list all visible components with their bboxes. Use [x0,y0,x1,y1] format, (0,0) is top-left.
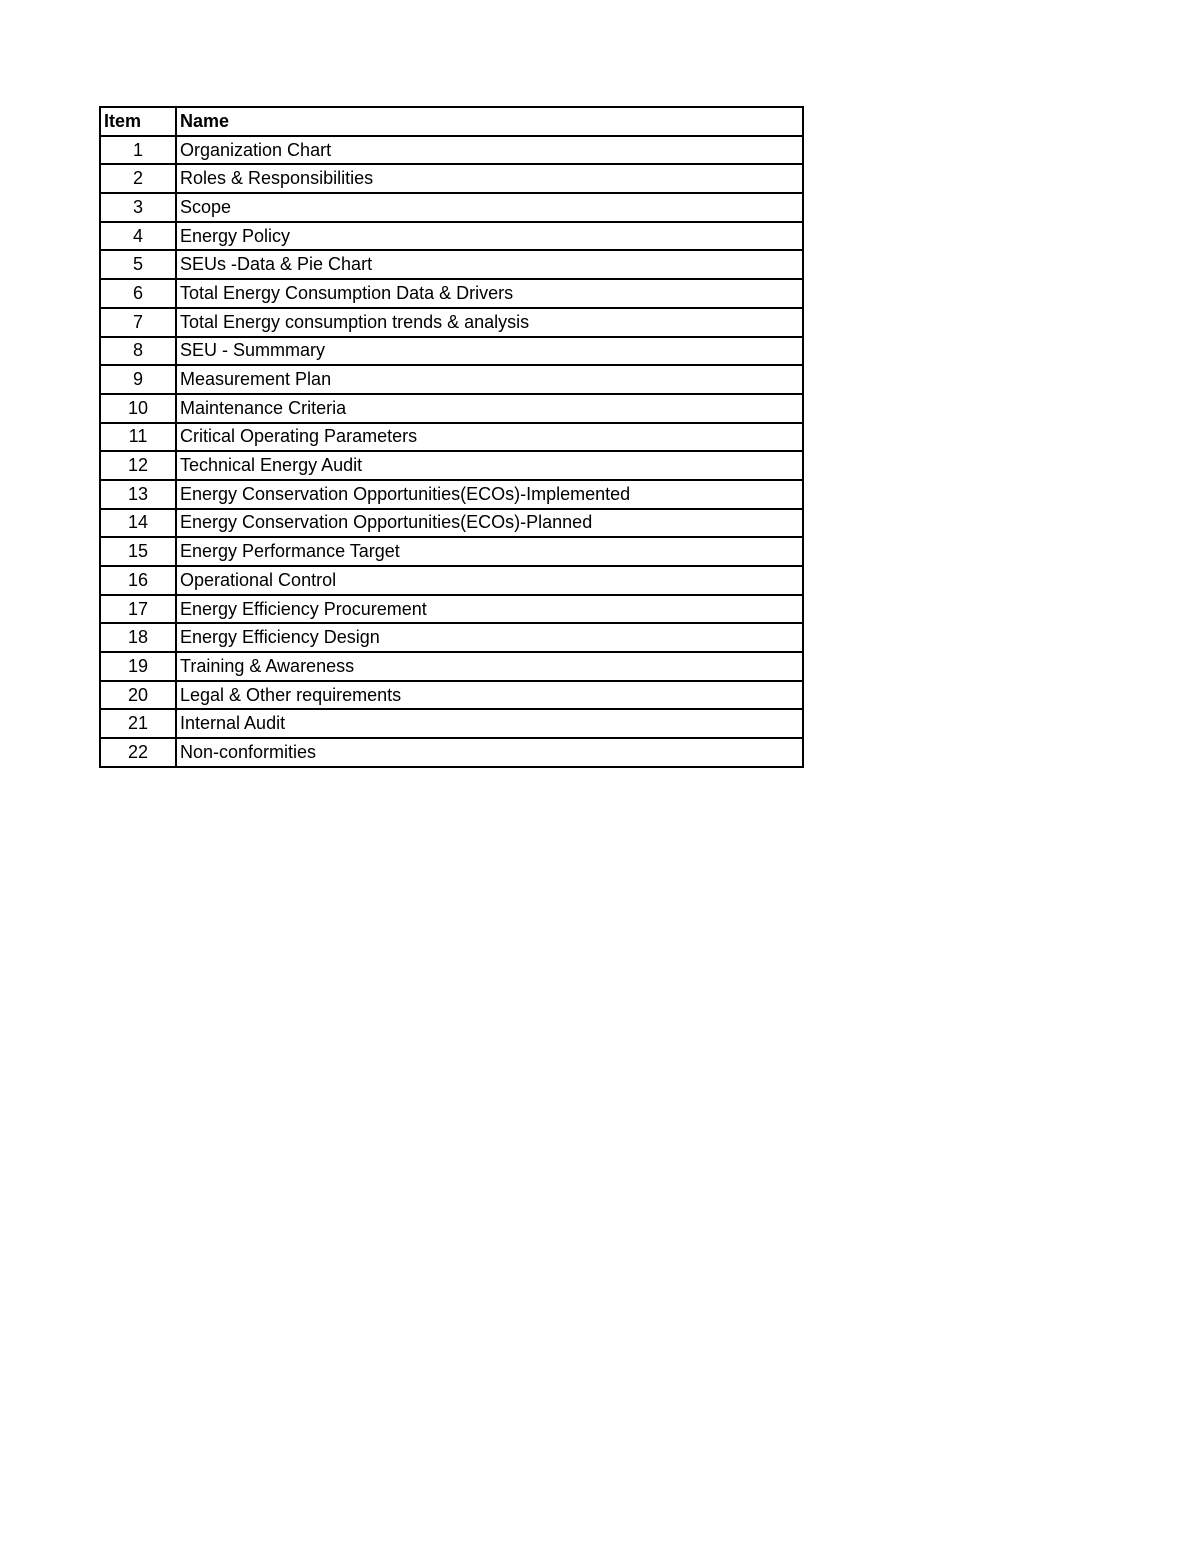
item-name-cell: Maintenance Criteria [176,394,803,423]
table-row [100,136,803,165]
item-number-cell: 21 [100,709,176,738]
table-row [100,537,803,566]
item-name-cell: Non-conformities [176,738,803,767]
item-number-cell: 1 [100,136,176,165]
table-row [100,509,803,538]
item-number-cell: 11 [100,423,176,452]
table-body [100,136,803,767]
item-number-cell: 12 [100,451,176,480]
table-row [100,623,803,652]
table-row [100,394,803,423]
item-name-cell: Internal Audit [176,709,803,738]
table-row [100,423,803,452]
item-name-cell: SEUs -Data & Pie Chart [176,250,803,279]
table-row [100,279,803,308]
item-number-cell: 9 [100,365,176,394]
item-number-cell: 8 [100,337,176,366]
table-row [100,451,803,480]
item-name-cell: Total Energy consumption trends & analysis [176,308,803,337]
item-name-cell: Energy Policy [176,222,803,251]
item-number-cell: 16 [100,566,176,595]
table-row [100,365,803,394]
table-row [100,709,803,738]
item-name-cell: Legal & Other requirements [176,681,803,710]
table-row [100,337,803,366]
table-row [100,250,803,279]
item-number-cell: 10 [100,394,176,423]
table-row [100,164,803,193]
table-row [100,222,803,251]
item-number-cell: 4 [100,222,176,251]
item-name-cell: Scope [176,193,803,222]
table-row [100,681,803,710]
item-number-cell: 22 [100,738,176,767]
item-name-cell: Energy Efficiency Procurement [176,595,803,624]
item-number-cell: 6 [100,279,176,308]
table-row [100,652,803,681]
item-name-cell: Measurement Plan [176,365,803,394]
item-name-cell: Energy Conservation Opportunities(ECOs)-Planned [176,509,803,538]
items-table [99,106,804,768]
item-name-cell: Total Energy Consumption Data & Drivers [176,279,803,308]
item-number-cell: 19 [100,652,176,681]
item-column-header: Item [100,107,176,136]
item-name-cell: Energy Performance Target [176,537,803,566]
item-name-cell: Energy Conservation Opportunities(ECOs)-Implemented [176,480,803,509]
item-name-cell: Energy Efficiency Design [176,623,803,652]
table-row [100,480,803,509]
table-row [100,308,803,337]
item-number-cell: 5 [100,250,176,279]
item-number-cell: 17 [100,595,176,624]
item-number-cell: 18 [100,623,176,652]
name-column-header: Name [176,107,803,136]
item-number-cell: 3 [100,193,176,222]
table-header-row [100,107,803,136]
item-number-cell: 7 [100,308,176,337]
item-name-cell: Training & Awareness [176,652,803,681]
table-row [100,193,803,222]
table-row [100,566,803,595]
item-name-cell: Operational Control [176,566,803,595]
item-number-cell: 20 [100,681,176,710]
table-row [100,595,803,624]
item-name-cell: SEU - Summmary [176,337,803,366]
item-name-cell: Technical Energy Audit [176,451,803,480]
item-name-cell: Critical Operating Parameters [176,423,803,452]
item-number-cell: 13 [100,480,176,509]
item-number-cell: 15 [100,537,176,566]
table-row [100,738,803,767]
item-number-cell: 14 [100,509,176,538]
item-name-cell: Organization Chart [176,136,803,165]
item-number-cell: 2 [100,164,176,193]
item-name-cell: Roles & Responsibilities [176,164,803,193]
